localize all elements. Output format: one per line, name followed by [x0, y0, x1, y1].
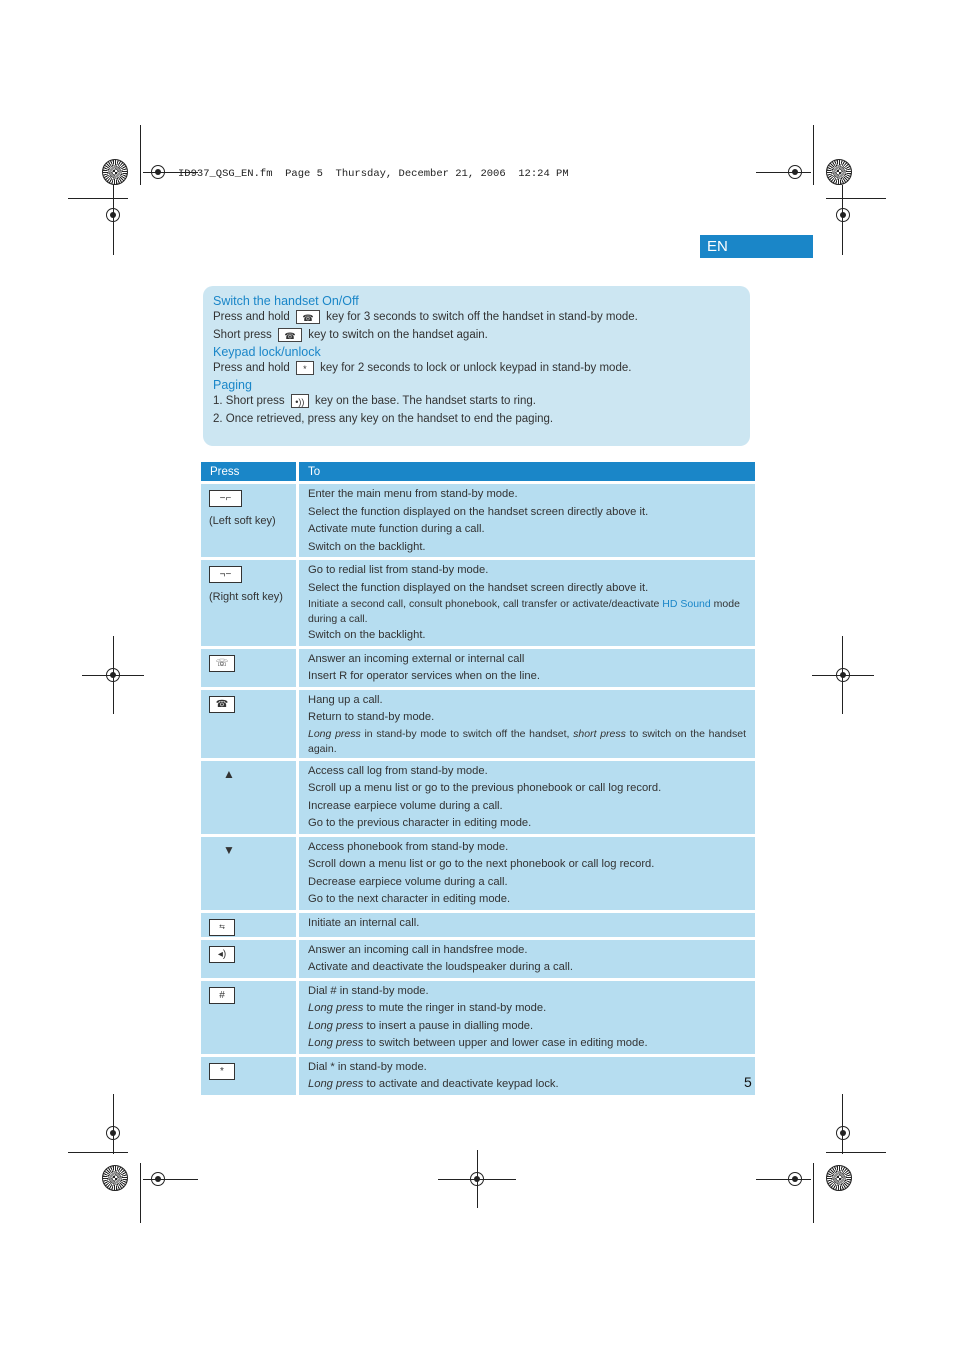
info-line: Short press ☎ key to switch on the handset again.: [213, 329, 488, 341]
info-line: Press and hold ☎ key for 3 seconds to switch off the handset in stand-by mode.: [213, 311, 638, 323]
table-header: [201, 462, 755, 481]
table-row: [201, 646, 755, 687]
row-text: Answer an incoming call in handsfree mode.: [308, 943, 528, 956]
crosshair-icon: [836, 208, 850, 222]
row-text: Select the function displayed on the handset screen directly above it.: [308, 581, 649, 594]
registration-disc-icon: [102, 1165, 128, 1191]
intercom-key-icon: ⇆: [209, 919, 235, 936]
info-line: Press and hold * key for 2 seconds to lock or unlock keypad in stand-by mode.: [213, 362, 632, 374]
table-row: [201, 557, 755, 646]
right-soft-key-icon: ¬−: [209, 566, 242, 583]
row-text: Go to the next character in editing mode.: [308, 893, 511, 905]
section-title: Switch the handset On/Off: [213, 294, 359, 308]
hd-sound-label: HD Sound: [662, 598, 711, 610]
table-row: [201, 910, 755, 937]
registration-disc-icon: [102, 159, 128, 185]
table-row: [201, 758, 755, 834]
row-text: Select the function displayed on the handset screen directly above it.: [308, 505, 649, 518]
end-key-icon: ☎: [278, 328, 302, 342]
up-nav-key-icon: ▲: [223, 766, 235, 781]
table-row: [201, 687, 755, 758]
row-text: Activate and deactivate the loudspeaker during a call.: [308, 961, 573, 973]
row-text: Access phonebook from stand-by mode.: [308, 840, 509, 853]
row-text: Initiate an internal call.: [308, 916, 420, 929]
section-title: Paging: [213, 378, 252, 392]
star-key-icon: *: [209, 1063, 235, 1080]
row-text: Go to redial list from stand-by mode.: [308, 564, 489, 576]
crosshair-icon: [836, 1126, 850, 1140]
row-text: Initiate a second call, consult phonebook, call transfer or activate/deactivate HD Sound mode during a call.: [308, 598, 740, 625]
column-press: Press: [201, 462, 299, 481]
info-line: 2. Once retrieved, press any key on the handset to end the paging.: [213, 413, 554, 425]
down-nav-key-icon: ▼: [223, 842, 235, 857]
row-text: Access call log from stand-by mode.: [308, 764, 488, 777]
row-text: Long press to switch between upper and lower case in editing mode.: [308, 1037, 648, 1049]
info-line: 1. Short press •)) key on the base. The handset starts to ring.: [213, 395, 536, 407]
registration-disc-icon: [826, 159, 852, 185]
table-row: [201, 1054, 755, 1095]
end-key-icon: ☎: [296, 310, 320, 324]
row-text: Long press to mute the ringer in stand-by mode.: [308, 1002, 547, 1014]
paging-key-icon: •)): [291, 394, 309, 408]
row-text: Return to stand-by mode.: [308, 711, 435, 723]
row-text: Insert R for operator services when on the line.: [308, 670, 540, 682]
end-key-icon: ☎: [209, 696, 235, 713]
key-table: [201, 462, 755, 1095]
row-text: Decrease earpiece volume during a call.: [308, 875, 508, 888]
left-soft-key-icon: −⌐: [209, 490, 242, 507]
language-tab: EN: [700, 235, 813, 258]
table-row: [201, 481, 755, 557]
row-text: Go to the previous character in editing mode.: [308, 817, 532, 829]
section-title: Keypad lock/unlock: [213, 345, 321, 359]
row-text: Increase earpiece volume during a call.: [308, 799, 503, 812]
row-text: Scroll down a menu list or go to the next phonebook or call log record.: [308, 858, 655, 870]
row-text: Scroll up a menu list or go to the previous phonebook or call log record.: [308, 782, 662, 794]
handsfree-key-icon: ◂): [209, 946, 235, 963]
row-text: Dial * in stand-by mode.: [308, 1060, 427, 1073]
row-text: Switch on the backlight.: [308, 540, 426, 553]
row-text: Answer an incoming external or internal call: [308, 652, 525, 665]
row-text: Activate mute function during a call.: [308, 523, 485, 535]
star-key-icon: *: [296, 361, 314, 375]
registration-disc-icon: [826, 1165, 852, 1191]
talk-key-icon: ☏: [209, 655, 235, 672]
row-text: Long press to insert a pause in dialling mode.: [308, 1019, 534, 1032]
info-box: [203, 286, 750, 446]
key-label: (Right soft key): [209, 591, 283, 603]
table-row: [201, 978, 755, 1054]
file-header: ID937_QSG_EN.fm Page 5 Thursday, December 21, 2006 12:24 PM: [178, 168, 569, 180]
row-text: Enter the main menu from stand-by mode.: [308, 488, 518, 500]
table-row: [201, 937, 755, 978]
row-text: Hang up a call.: [308, 693, 383, 706]
table-row: [201, 834, 755, 910]
row-text: Long press to activate and deactivate keypad lock.: [308, 1078, 559, 1090]
key-label: (Left soft key): [209, 515, 276, 527]
row-text: Switch on the backlight.: [308, 629, 426, 641]
column-to: To: [299, 462, 755, 481]
page-number: 5: [744, 1074, 752, 1090]
hash-key-icon: #: [209, 987, 235, 1004]
row-text: Dial # in stand-by mode.: [308, 984, 429, 997]
row-text: Long press in stand-by mode to switch off the handset, short press to switch on the handset again.: [308, 727, 747, 755]
